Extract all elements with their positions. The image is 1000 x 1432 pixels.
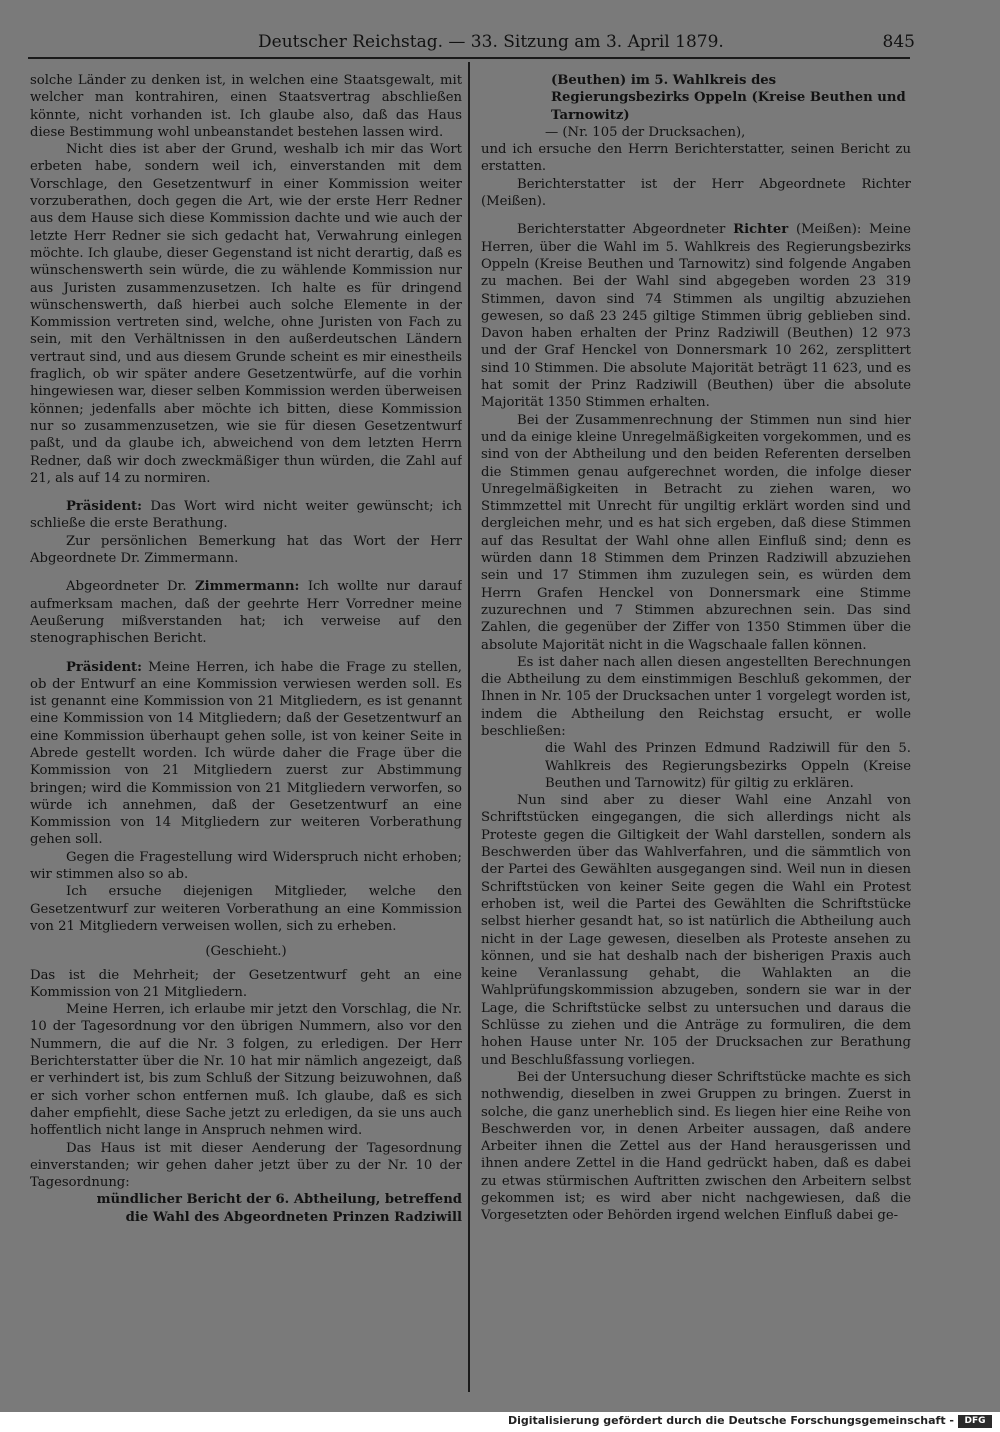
- header-rule: [28, 57, 910, 59]
- paragraph: [481, 221, 911, 411]
- paragraph: [30, 659, 462, 849]
- funding-credit: Digitalisierung gefördert durch die Deutsche Forschungsgemeinschaft -: [507, 1414, 954, 1427]
- paragraph: Meine Herren, ich erlaube mir jetzt den Vorschlag, die Nr. 10 der Tagesordnung vor den übrigen Nummern, also vor den Nummern, die auf die Nr. 3 folgen, zu erledigen. Der Herr Berichterstatter über die Nr. 10 hat mir nämlich angezeigt, daß er verhindert ist, bis zum Schluß der Sitzung beizuwohnen, daß er sich vorher schon entfernen muß. Ich glaube, daß es sich daher empfiehlt, diese Sache jetzt zu erledigen, da sie uns auch hoffentlich nicht lange in Anspruch nehmen wird.: [30, 1002, 462, 1139]
- paragraph: Bei der Untersuchung dieser Schriftstücke machte es sich nothwendig, dieselben in zwei Gruppen zu bringen. Zuerst in solche, die ganz unerheblich sind. Es liegen hier eine Reihe von Beschwerden vor, in denen Arbeiter aussagen, daß andere Arbeiter ihnen die Zettel aus der Hand herausgerissen und ihnen andere Zettel in die Hand gedrückt haben, daß es dabei zu etwas stürmischen Auftritten zwischen den Arbeitern selbst gekommen ist; es wird aber nicht nachgewiesen, daß die Vorgesetzten oder Behörden irgend welchen Einfluß dabei ge-: [481, 1069, 911, 1224]
- paragraph: solche Länder zu denken ist, in welchen eine Staatsgewalt, mit welcher man kontrahiren, einen Staatsvertrag abschließen könnte, nicht vorhanden ist. Ich glaube also, daß das Haus diese Bestimmung wohl unbeanstandet bestehen lassen wird.: [30, 73, 462, 140]
- speaker-prefix: Abgeordneter Dr.: [66, 579, 187, 595]
- motion-quote: die Wahl des Prinzen Edmund Radziwill für den 5. Wahlkreis des Regierungsbezirks Oppeln (Kreise Beuthen und Tarnowitz) für giltig zu erklären.: [545, 741, 911, 791]
- paragraph-text: Meine Herren, ich habe die Frage zu stellen, ob der Entwurf an eine Kommission verwiesen werden soll. Es ist genannt eine Kommission von 21 Mitgliedern, es ist genannt eine Kommission von 14 Mitgliedern; daß der Gesetzentwurf an eine Kommission überhaupt gehen solle, ist von keiner Seite in Abrede gestellt worden. Ich würde daher die Frage über die Kommission von 21 Mitgliedern zuerst zur Abstimmung bringen; wird die Kommission von 21 Mitgliedern verworfen, so würde ich annehmen, daß der Gesetzentwurf an eine Kommission von 14 Mitgliedern zur weiteren Vorberathung gehen soll.: [30, 659, 462, 848]
- footer-bar: [0, 1412, 1000, 1432]
- paragraph: und ich ersuche den Herrn Berichterstatter, seinen Bericht zu erstatten.: [481, 142, 911, 175]
- paragraph: Das ist die Mehrheit; der Gesetzentwurf geht an eine Kommission von 21 Mitgliedern.: [30, 967, 462, 1000]
- left-column: [30, 72, 462, 1392]
- speaker-name: Zimmermann:: [195, 579, 300, 595]
- right-column: [481, 72, 911, 1392]
- page-number: 845: [882, 32, 915, 52]
- speaker-name: Präsident:: [66, 499, 143, 515]
- agenda-item: mündlicher Bericht der 6. Abtheilung, betreffend die Wahl des Abgeordneten Prinzen Radziwill: [96, 1192, 462, 1225]
- speaker-name: Richter: [733, 222, 789, 238]
- agenda-item-continued: (Beuthen) im 5. Wahlkreis des Regierungsbezirks Oppeln (Kreise Beuthen und Tarnowitz): [551, 73, 906, 123]
- paragraph: Ich ersuche diejenigen Mitglieder, welche den Gesetzentwurf zur weiteren Vorberathung an eine Kommission von 21 Mitgliedern verweisen wollen, sich zu erheben.: [30, 884, 462, 934]
- running-header: [30, 30, 915, 54]
- stage-direction: (Geschieht.): [205, 944, 287, 960]
- dfg-logo: DFG: [958, 1415, 992, 1428]
- paragraph: Berichterstatter ist der Herr Abgeordnete Richter (Meißen).: [481, 176, 911, 210]
- paragraph-text: Das Wort wird nicht weiter gewünscht; ich schließe die erste Berathung.: [30, 499, 462, 532]
- paragraph: Nun sind aber zu dieser Wahl eine Anzahl von Schriftstücken eingegangen, die sich allerdings nicht als Proteste gegen die Giltigkeit der Wahl darstellen, sondern als Beschwerden über das Wahlverfahren, und die sämmtlich von der Partei des Gewählten ausgegangen sind. Weil nun in diesen Schriftstücken von keiner Seite gegen die Wahl ein Protest erhoben ist, weil die Partei des Gewählten die Schriftstücke selbst hierher gesandt hat, so ist natürlich die Abtheilung auch nicht in der Lage gewesen, dieselben als Proteste ansehen zu können, und sie hat deshalb nach der bisherigen Praxis auch keine Veranlassung gehabt, die Wahlakten an die Wahlprüfungskommission abzugeben, sondern sie war in der Lage, die Schriftstücke selbst zu untersuchen und daraus die Schlüsse zu ziehen und die Anträge zu formuliren, die dem hohen Hause unter Nr. 105 der Drucksachen zur Berathung und Beschlußfassung vorliegen.: [481, 793, 911, 1068]
- paragraph: Zur persönlichen Bemerkung hat das Wort der Herr Abgeordnete Dr. Zimmermann.: [30, 533, 462, 567]
- paragraph: Es ist daher nach allen diesen angestellten Berechnungen die Abtheilung zu dem einstimmigen Beschluß gekommen, der Ihnen in Nr. 105 der Drucksachen unter 1 vorgelegt worden ist, indem die Abtheilung den Reichstag ersucht, er wolle beschließen:: [481, 654, 911, 739]
- agenda-reference: — (Nr. 105 der Drucksachen),: [545, 124, 746, 140]
- paragraph-text: (Meißen): Meine Herren, über die Wahl im 5. Wahlkreis des Regierungsbezirks Oppeln (Kreise Beuthen und Tarnowitz) sind folgende Angaben zu machen. Bei der Wahl sind abgegeben worden 23 319 Stimmen, davon sind 74 Stimmen als ungiltig abzuziehen gewesen, so daß 23 245 giltige Stimmen übrig geblieben sind. Davon haben erhalten der Prinz Radziwill (Beuthen) 12 973 und der Graf Henckel von Donnersmark 10 262, zersplittert sind 10 Stimmen. Die absolute Majorität beträgt 11 623, und es hat somit der Prinz Radziwill (Beuthen) über die absolute Majorität 1350 Stimmen erhalten.: [481, 222, 911, 411]
- paragraph: Das Haus ist mit dieser Aenderung der Tagesordnung einverstanden; wir gehen daher jetzt über zu der Nr. 10 der Tagesordnung:: [30, 1140, 462, 1191]
- speaker-prefix: Berichterstatter Abgeordneter: [517, 222, 726, 238]
- paragraph-text: Ich wollte nur darauf aufmerksam machen, daß der geehrte Herr Vorredner meine Aeußerung mißverstanden hat; ich verweise auf den stenographischen Bericht.: [30, 579, 462, 647]
- column-divider: [468, 62, 470, 1392]
- paragraph: Bei der Zusammenrechnung der Stimmen nun sind hier und da einige kleine Unregelmäßigkeiten vorgekommen, und es sind von der Abtheilung und den beiden Referenten derselben die Stimmen genau aufgerechnet worden, die infolge dieser Unregelmäßigkeiten in Betracht zu ziehen waren, wo Stimmzettel mit Unrecht für ungiltig erklärt worden sind und dergleichen mehr, und es hat sich ergeben, daß diese Stimmen auf das Resultat der Wahl ohne allen Einfluß sind; denn es würden dann 18 Stimmen dem Prinzen Radziwill abzuziehen sein und 17 Stimmen ihm zuzulegen sein, es würden dem Herrn Grafen Henckel von Donnersmark eine Stimme zuzurechnen und 7 Stimmen abzurechnen sein. Das sind Zahlen, die gegenüber der Ziffer von 1350 Stimmen über die absolute Majorität nicht in die Wagschaale fallen können.: [481, 412, 911, 653]
- paragraph: [30, 578, 462, 647]
- paragraph: [30, 498, 462, 533]
- speaker-name: Präsident:: [66, 659, 143, 675]
- paragraph: Nicht dies ist aber der Grund, weshalb ich mir das Wort erbeten habe, sondern weil ich, einverstanden mit dem Vorschlage, den Gesetzentwurf in einer Kommission weiter vorzuberathen, doch gegen die Art, wie der erste Herr Redner aus dem Hause sich diese Kommission dachte und wie auch der letzte Herr Redner sie sich gedacht hat, Verwahrung einlegen möchte. Ich glaube, dieser Gegenstand ist nicht derartig, daß es wünschenswerth sein würde, die zu wählende Kommission nur aus Juristen zusammenzusetzen. Ich halte es für dringend wünschenswerth, daß hierbei auch solche Elemente in der Kommission vertreten sind, welche, ohne Juristen von Fach zu sein, mit den Verhältnissen in den außerdeutschen Ländern vertraut sind, und aus diesem Grunde scheint es mir einestheils fraglich, ob wir später andere Gesetzentwürfe, auf die vorhin hingewiesen war, dieser selben Kommission werden überweisen können; jedenfalls aber möchte ich bitten, diese Kommission nur so zusammenzusetzen, wie sie für diesen Gesetzentwurf paßt, und da glaube ich, abweichend von dem letzten Herrn Redner, daß wir doch zweckmäßiger thun würden, die Zahl auf 21, als auf 14 zu normiren.: [30, 142, 462, 486]
- paragraph: Gegen die Fragestellung wird Widerspruch nicht erhoben; wir stimmen also so ab.: [30, 849, 462, 883]
- running-title: Deutscher Reichstag. — 33. Sitzung am 3. April 1879.: [258, 32, 724, 52]
